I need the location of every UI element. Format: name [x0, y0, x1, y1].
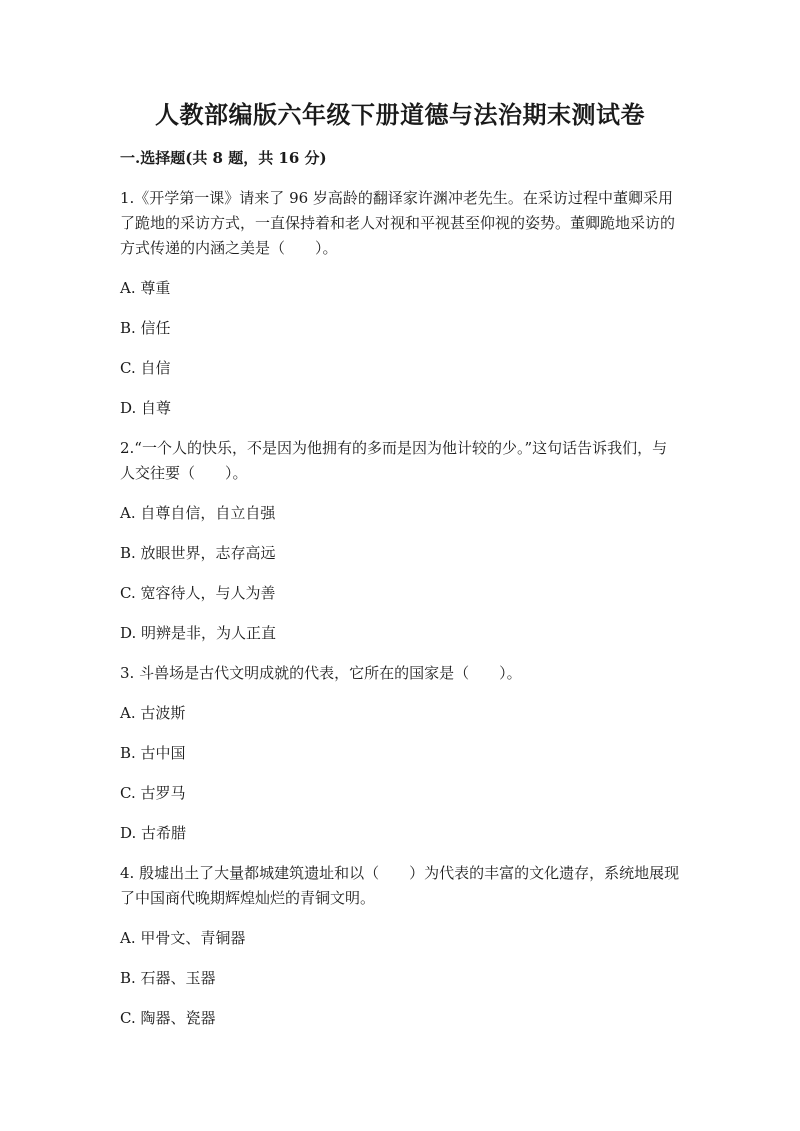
option-c: C. 陶器、瓷器	[120, 1009, 216, 1027]
option-a: A. 自尊自信，自立自强	[120, 504, 276, 522]
option-b: B. 石器、玉器	[120, 969, 216, 987]
option-b: B. 放眼世界，志存高远	[120, 544, 276, 562]
option-c: C. 自信	[120, 359, 171, 377]
question-text: 4. 殷墟出土了大量都城建筑遗址和以（ ）为代表的丰富的文化遗存，系统地展现了中国商代晚期辉煌灿烂的青铜文明。	[120, 864, 680, 907]
option-d: D. 明辨是非，为人正直	[120, 624, 277, 642]
option-a: A. 尊重	[120, 279, 171, 297]
option-a: A. 甲骨文、青铜器	[120, 929, 246, 947]
question-text: 3. 斗兽场是古代文明成就的代表，它所在的国家是（ ）。	[120, 664, 522, 682]
option-c: C. 古罗马	[120, 784, 186, 802]
page-title: 人教部编版六年级下册道德与法治期末测试卷	[155, 100, 645, 129]
option-c: C. 宽容待人，与人为善	[120, 584, 276, 602]
section-heading: 一.选择题(共 8 题，共 16 分)	[120, 149, 327, 167]
option-a: A. 古波斯	[120, 704, 186, 722]
option-d: D. 古希腊	[120, 824, 187, 842]
question-block	[120, 436, 680, 646]
option-d: D. 自尊	[120, 399, 172, 417]
option-b: B. 信任	[120, 319, 171, 337]
question-block	[120, 186, 680, 421]
question-text: 2.“一个人的快乐，不是因为他拥有的多而是因为他计较的少。”这句话告诉我们，与人交往要（ ）。	[120, 439, 668, 482]
question-block	[120, 661, 680, 846]
question-text: 1.《开学第一课》请来了 96 岁高龄的翻译家许渊冲老先生。在采访过程中董卿采用了跪地的采访方式，一直保持着和老人对视和平视甚至仰视的姿势。董卿跪地采访的方式传递的内涵之美是（ ）。	[120, 189, 676, 257]
question-list	[120, 186, 680, 1046]
option-b: B. 古中国	[120, 744, 186, 762]
question-block	[120, 861, 680, 1031]
